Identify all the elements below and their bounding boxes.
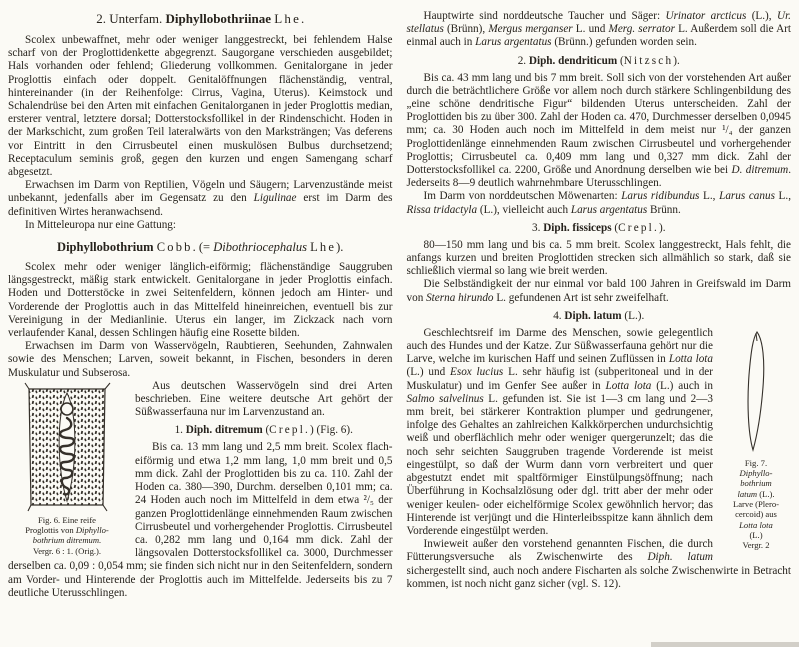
text-run: Lotta lota bbox=[605, 379, 652, 392]
paragraph bbox=[8, 219, 393, 232]
text-run: Cobb bbox=[156, 240, 193, 255]
text-run: Lotta lota bbox=[739, 519, 773, 530]
text-run: (L.). bbox=[757, 488, 775, 499]
proglottis-drawing bbox=[17, 382, 117, 512]
text-run: Urinator arcticus bbox=[665, 10, 747, 22]
figure-caption-line bbox=[721, 478, 791, 488]
text-run: Ligulinae bbox=[253, 192, 297, 205]
text-run: ( bbox=[617, 54, 624, 67]
text-run: Diph. ditremum bbox=[185, 424, 263, 437]
text-run: Scolex unbewaffnet, mehr oder weniger langgestreckt, bei fehlendem Halse scharf von der Proglottidenkette abgegrenzt. Saugorgane verschieden ausgebildet; Hals vorhanden oder fehlend; Gliederung vollkommen. Genitalorgane in jeder Proglottis einfach oder doppelt. Genitalöffnungen flächenständig, ventral, hintereinander (in der Reihenfolge: Cirrus, Vagina, Uterus). Keimstock und Schalendrüse bei den Arten mit einfachen Genitalorganen in jeder Proglottis median, ersterer ventral, letztere dorsal; Dotterstocksfollikel in der Rindenschicht. Hoden in der Markschicht, zum großen Teil lateralwärts von den Marksträngen; Vas deferens vor Eintritt in den Cirrusbeutel einen muskulösen Bulbus durchsetzend; Receptaculum seminis groß, gegen den kurzen und engen Samengang scharf abgesetzt. bbox=[8, 34, 393, 179]
text-run: . (= bbox=[192, 240, 214, 255]
figure-caption-line bbox=[721, 540, 791, 550]
figure-caption-line bbox=[721, 458, 791, 468]
text-run: Ur. stellatus bbox=[406, 10, 791, 36]
text-run: Fig. 6. Eine reife bbox=[38, 514, 96, 525]
text-run: ). bbox=[673, 54, 680, 67]
text-run: 2. Unterfam. bbox=[96, 11, 166, 26]
text-run: Inwieweit außer den vorstehend genannten Fischen, die durch Fütterungsversuche als Zwischenwirte des bbox=[406, 538, 713, 564]
text-run: (L.), vielleicht auch bbox=[477, 203, 571, 216]
figure-caption-line bbox=[721, 530, 791, 540]
text-run: Vergr. 6 : 1. (Orig.). bbox=[32, 545, 102, 556]
text-run: Diph. latum bbox=[647, 551, 714, 564]
text-run: erst im Darm des definitiven Wirtes heranwachsend. bbox=[8, 192, 393, 218]
text-run: 3. bbox=[532, 221, 544, 234]
figure-caption-line bbox=[721, 489, 791, 499]
left-column bbox=[8, 10, 393, 641]
text-run: latum bbox=[737, 488, 758, 499]
text-run: Erwachsen im Darm von Wasservögeln, Raubtieren, Seehunden, Zahnwalen sowie des Menschen; Larven, soweit bekannt, in Fischen, besonders in deren Muskulatur und Subserosa. bbox=[8, 340, 393, 379]
text-run: Dibothriocephalus bbox=[213, 240, 307, 255]
text-run: cercoid) aus bbox=[735, 509, 777, 520]
right-column bbox=[407, 10, 792, 641]
text-run: Merg. serrator bbox=[608, 23, 675, 36]
text-run: Sterna hirundo bbox=[426, 291, 494, 304]
text-run: (L.), bbox=[746, 10, 777, 22]
text-run: 4. bbox=[553, 309, 565, 322]
figure-7-larva bbox=[721, 329, 791, 551]
text-run: Larus argentatus bbox=[475, 36, 552, 49]
text-run: Fig. 7. bbox=[744, 457, 768, 468]
text-run: Lotta lota bbox=[668, 353, 714, 366]
text-run: L., bbox=[699, 190, 720, 203]
paragraph bbox=[407, 278, 792, 304]
text-run: sichergestellt sind, auch noch andere Fischarten als solche Zwischenwirte in Betracht kommen, ist noch nicht ganz sicher (vgl. S. 12). bbox=[406, 564, 791, 590]
text-run: Rissa tridactyla bbox=[406, 203, 478, 216]
text-run: (Brünn.) gefunden worden sein. bbox=[551, 36, 697, 49]
species-heading bbox=[407, 222, 792, 235]
figure-caption-line bbox=[8, 515, 126, 525]
text-run: (L.) und bbox=[406, 366, 450, 379]
left-column-upper-text bbox=[8, 11, 393, 380]
text-run: Aus deutschen Wasservögeln sind drei Arten beschrieben. Eine weitere deutsche Art gehört der Süßwasserfauna nur im Larvenzustand an. bbox=[135, 379, 393, 419]
text-run: (L.). bbox=[621, 309, 645, 322]
text-run: Larus ridibundus bbox=[621, 190, 700, 203]
text-run: (Brünn), bbox=[443, 23, 489, 36]
subfamily-heading bbox=[8, 11, 393, 26]
text-run: Crepl. bbox=[269, 424, 311, 437]
text-run: . bbox=[301, 11, 305, 26]
paragraph bbox=[407, 72, 792, 191]
figure-7-caption bbox=[721, 458, 791, 551]
text-run: ). bbox=[336, 240, 344, 255]
text-run: Larus canus bbox=[719, 190, 775, 203]
text-run: Esox lucius bbox=[450, 366, 504, 379]
paragraph bbox=[8, 34, 393, 179]
text-run: Nitzsch bbox=[623, 54, 674, 67]
text-run: ( bbox=[611, 221, 619, 234]
right-column-upper-text bbox=[407, 10, 792, 323]
text-run: (L.) bbox=[749, 529, 763, 540]
text-run: 1. bbox=[174, 424, 186, 437]
text-run: L. gefunden ist. Sie ist 1—3 cm lang und 2—3 mm breit, bei stärkerer Kontraktion plumper und gedrungener, infolge des Gehaltes an zahlreichen Kalkkörperchen undurchsichtig weiß und oberflächlich mehr oder weniger quergerunzelt; das die noch sehr seichten Sauggruben tragende Vorderende ist meist eingestülpt, so daß der Wurm dann vorn verbreitert und quer abgestutzt endet mit spaltförmiger Einstülpungsöffnung; nach Überführung in Kochsalzlösung oder dgl. tritt aber der mehr oder weniger keulen- oder eichelförmige Scolex gewöhnlich hervor; das Hinterende ist verjüngt und die Hinterleibsspitze kann ähnlich dem Vorderende eingestülpt werden. bbox=[406, 392, 713, 537]
paragraph bbox=[8, 179, 393, 219]
figure-caption-line bbox=[721, 509, 791, 519]
text-run: Crepl. bbox=[618, 221, 659, 234]
genus-heading bbox=[8, 240, 393, 255]
text-run: . Jederseits 8—9 deutlich wahrnehmbare Uterusschlingen. bbox=[406, 164, 792, 190]
scan-artifact bbox=[651, 642, 799, 647]
paragraph bbox=[407, 239, 792, 279]
text-run: L. und bbox=[572, 23, 609, 36]
figure-caption-line bbox=[8, 546, 126, 556]
text-run: Erwachsen im Darm von Reptilien, Vögeln und Säugern; Larvenzustände meist unbekannt, jedenfalls aber im Gegensatz zu den bbox=[8, 179, 393, 205]
figure-caption-line bbox=[8, 535, 126, 545]
text-run: Diphyllobothrium bbox=[57, 240, 154, 255]
text-run: L. sehr häufig ist (subperitoneal und in der Muskulatur) und im Genfer See außer in bbox=[406, 366, 713, 392]
text-run: Larus argentatus bbox=[570, 203, 648, 216]
text-run: Im Darm von norddeutschen Möwenarten: bbox=[423, 190, 622, 203]
text-run: Geschlechtsreif im Darme des Menschen, sowie gelegentlich auch des Hundes und der Katze. Zur Süßwasserfauna gehört nur die Larve, welche im kurischen Haff und seinen Zuflüssen in bbox=[406, 326, 713, 366]
text-run: Diphyllo- bbox=[739, 468, 773, 479]
text-run: ). bbox=[658, 221, 666, 234]
text-run: Brünn. bbox=[647, 203, 681, 216]
species-heading bbox=[407, 55, 792, 68]
text-run: Diph. dendriticum bbox=[528, 54, 618, 67]
text-run: ( bbox=[262, 424, 270, 437]
text-run: Bis ca. 13 mm lang und 2,5 mm breit. Scolex flach-eiförmig und etwa 1,2 mm lang, 1,0 mm breit und 0,5 mm dick. Zahl der Proglottiden bis zu ca. 110. Zahl der Hoden ca. 380—390, Durchm. derselben 0,101 mm; ca. 24 Hoden auch noch im Mittelfeld in dem etwa ²/₅ der ganzen Proglottidenlänge einnehmenden Raum zwischen Cirrusbeutel und vorhergehender Proglottis. Cirrusbeutel ca. 0,282 mm lang und 0,164 mm dick. Zahl der längsovalen Dotterstocksfollikel ca. 3000, Durchmesser derselben ca. 0,09 : 0,054 mm; sie finden sich nicht nur in den Seitenfeldern, sondern am Vorder- und Hinterende der Proglottis auch im Mittelfelde. Jederseits bis zu 7 deutliche Uterusschlingen. bbox=[8, 441, 393, 599]
text-run: Mergus merganser bbox=[488, 23, 573, 36]
text-run: Proglottis von bbox=[25, 525, 76, 536]
text-run: Diphyllo- bbox=[75, 525, 109, 536]
text-run: L. gefundenen Art ist sehr zweifelhaft. bbox=[493, 291, 669, 304]
paragraph bbox=[407, 190, 792, 216]
text-run: Diphyllobothriinae bbox=[165, 11, 271, 26]
text-run: bothrium ditremum. bbox=[32, 535, 102, 546]
text-run: Vergr. 2 bbox=[742, 540, 770, 551]
text-run: Die Selbständigkeit der nur einmal vor bald 100 Jahren in Greifswald im Darm von bbox=[406, 278, 791, 304]
paragraph bbox=[407, 10, 792, 50]
text-run: Diph. fissiceps bbox=[543, 221, 612, 234]
text-run: 2. bbox=[517, 54, 529, 67]
figure-caption-line bbox=[8, 525, 126, 535]
text-run: bothrium bbox=[740, 478, 772, 489]
figure-caption-line bbox=[721, 468, 791, 478]
figure-6-caption bbox=[8, 515, 126, 556]
text-run: Lhe bbox=[310, 240, 337, 255]
text-run: ) (Fig. 6). bbox=[310, 424, 353, 437]
paragraph bbox=[8, 261, 393, 340]
text-run: Bis ca. 43 mm lang und bis 7 mm breit. Soll sich von der vorstehenden Art außer durch die beträchtlichere Größe vor allem noch durch stärkere Schlingenbildung des „eine schöne dendritische Figur“ bildenden Uterus unterscheiden. Zahl der Proglottiden bis zu über 300. Zahl der Hoden ca. 470, Durchmesser derselben 0,0945 mm; ca. 30 Hoden auch noch im Mittelfeld in dem meist nur ¹/₄ der ganzen Proglottidenlänge einnehmenden Raum zwischen Cirrusbeutel und vorhergehender Proglottis; Cirrusbeutel ca. 0,409 mm lang und 0,327 mm dick. Zahl der Dotterstocksfollikel ca. 2200, Größe und Anordnung derselben wie bei bbox=[406, 71, 791, 177]
species-heading bbox=[407, 310, 792, 323]
text-run: (L.) auch in bbox=[651, 379, 714, 392]
text-run: 80—150 mm lang und bis ca. 5 mm breit. Scolex langgestreckt, Hals fehlt, die anfangs kurzen und breiten Proglottiden strecken sich allmählich so stark, daß sie schließlich viermal so lang wie breit werden. bbox=[406, 238, 791, 278]
text-run: L., bbox=[774, 190, 791, 203]
text-run: Larve (Plero- bbox=[732, 499, 780, 510]
larva-drawing bbox=[736, 329, 776, 455]
text-run: Salmo salvelinus bbox=[406, 392, 484, 405]
figure-caption-line bbox=[721, 520, 791, 530]
text-run: D. ditremum bbox=[731, 164, 789, 177]
text-run: Diph. latum bbox=[564, 309, 622, 322]
text-run: Scolex mehr oder weniger länglich-eiförmig; flächenständige Sauggruben längsgestreckt, mäßig stark entwickelt. Genitalorgane in jeder Proglottis einfach. Hoden und Dotterstöcke in zwei Seitenfeldern, können jedoch am Hinter- und Vorderende der Proglottis auch in das Mittelfeld hineinreichen, eventuell bis zur Vereinigung in der Medianlinie. Uterus ein langer, im Zickzack nach vorn verlaufender Kanal, dessen Schlingen häufig eine Rosette bilden. bbox=[8, 261, 393, 340]
text-run: Hauptwirte sind norddeutsche Taucher und Säger: bbox=[423, 10, 666, 22]
figure-caption-line bbox=[721, 499, 791, 509]
figure-6-proglottis bbox=[8, 382, 126, 556]
text-run: In Mitteleuropa nur eine Gattung: bbox=[25, 218, 176, 231]
text-run: L. Außerdem soll die Art einmal auch in bbox=[406, 23, 792, 49]
text-run: Lhe bbox=[274, 11, 302, 26]
paragraph bbox=[8, 340, 393, 380]
